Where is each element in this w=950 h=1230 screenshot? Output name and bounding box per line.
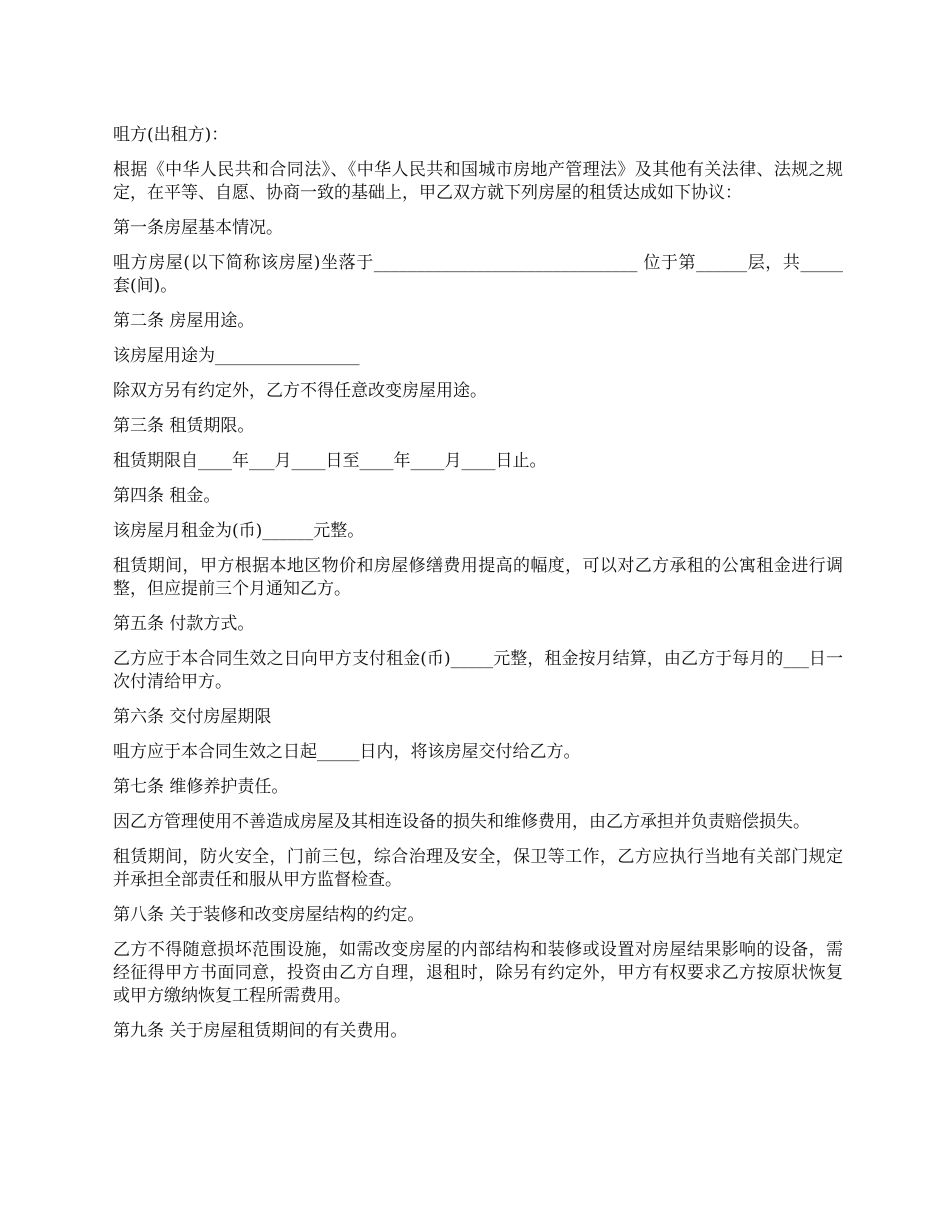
article-3-heading: 第三条 租赁期限。 (113, 416, 255, 436)
article-4-adjustment: 租赁期间，甲方根据本地区物价和房屋修缮费用提高的幅度，可以对乙方承租的公寓租金进行调整，但应提前三个月通知乙方。 (113, 556, 843, 599)
article-8-renovation: 乙方不得随意损坏范围设施，如需改变房屋的内部结构和装修或设置对房屋结果影响的设备，需经征得甲方书面同意，投资由乙方自理，退租时，除另有约定外，甲方有权要求乙方按原状恢复或甲方缴纳恢复工程所需费用。 (113, 940, 843, 1006)
preamble-paragraph: 根据《中华人民共和合同法》、《中华人民共和国城市房地产管理法》及其他有关法律、法规之规定，在平等、自愿、协商一致的基础上，甲乙双方就下列房屋的租赁达成如下协议： (113, 160, 843, 203)
document-body (113, 124, 843, 1055)
article-5-heading: 第五条 付款方式。 (113, 614, 255, 634)
article-9-heading: 第九条 关于房屋租赁期间的有关费用。 (113, 1021, 408, 1041)
article-2-heading: 第二条 房屋用途。 (113, 311, 255, 331)
party-a-line: 咀方(出租方)： (113, 125, 229, 145)
article-2-restriction: 除双方另有约定外，乙方不得任意改变房屋用途。 (113, 381, 487, 401)
article-1-location: 咀方房屋(以下简称该房屋)坐落于_______________________________ 位于第______层，共_____套(间)。 (113, 253, 843, 296)
article-3-term: 租赁期限自____年___月____日至____年____月____日止。 (113, 451, 547, 471)
article-7-safety: 租赁期间，防火安全，门前三包，综合治理及安全，保卫等工作，乙方应执行当地有关部门规定并承担全部责任和服从甲方监督检查。 (113, 847, 843, 890)
article-4-rent: 该房屋月租金为(币)______元整。 (113, 521, 365, 541)
article-2-usage: 该房屋用途为_________________ (113, 346, 360, 366)
article-7-heading: 第七条 维修养护责任。 (113, 777, 289, 797)
article-7-damage: 因乙方管理使用不善造成房屋及其相连设备的损失和维修费用，由乙方承担并负责赔偿损失。 (113, 812, 810, 832)
article-8-heading: 第八条 关于装修和改变房屋结构的约定。 (113, 905, 425, 925)
article-1-heading: 第一条房屋基本情况。 (113, 218, 283, 238)
article-6-heading: 第六条 交付房屋期限 (113, 707, 272, 727)
article-6-delivery: 咀方应于本合同生效之日起_____日内，将该房屋交付给乙方。 (113, 742, 581, 762)
article-4-heading: 第四条 租金。 (113, 486, 221, 506)
article-5-payment: 乙方应于本合同生效之日向甲方支付租金(币)_____元整，租金按月结算，由乙方于每月的___日一次付清给甲方。 (113, 649, 843, 692)
